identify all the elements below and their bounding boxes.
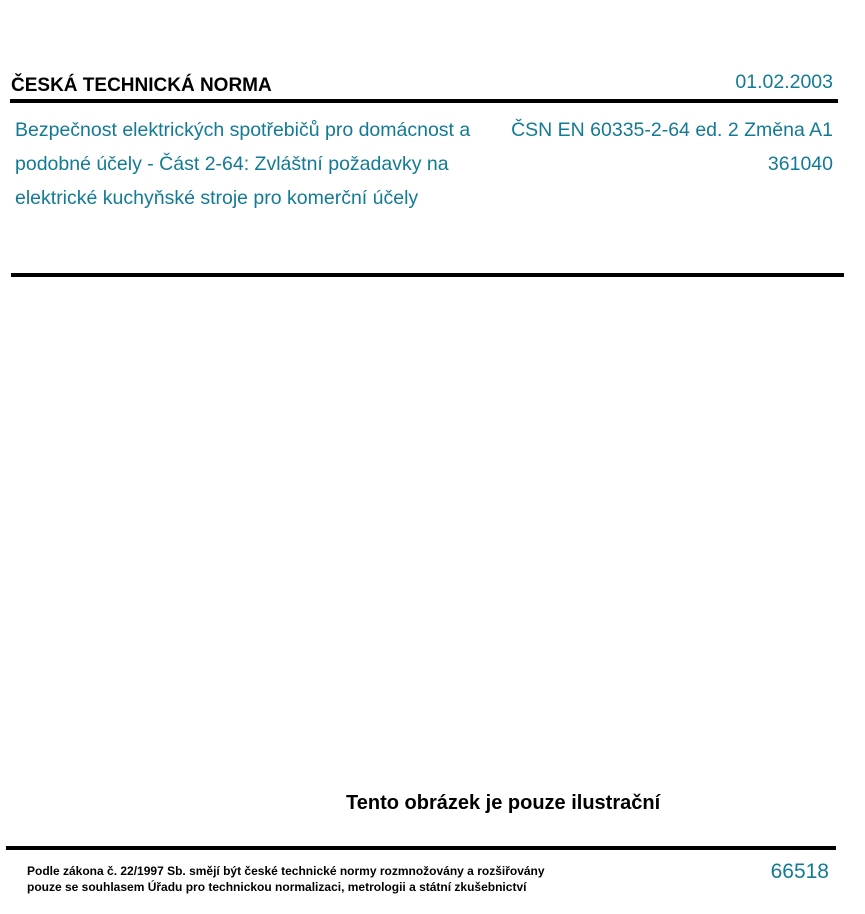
illustration-note: Tento obrázek je pouze ilustrační — [346, 792, 661, 814]
title-divider — [11, 273, 844, 277]
publication-date: 01.02.2003 — [735, 71, 833, 93]
standard-title-line: elektrické kuchyňské stroje pro komerční účely — [15, 187, 419, 209]
classification-number: 361040 — [767, 153, 833, 175]
standard-title-line: podobné účely - Část 2-64: Zvláštní požadavky na — [15, 153, 449, 175]
header-divider — [10, 99, 838, 103]
catalog-number: 66518 — [770, 860, 829, 883]
legal-notice — [27, 863, 545, 895]
standard-identifier — [511, 113, 833, 181]
standard-code: ČSN EN 60335-2-64 ed. 2 Změna A1 — [511, 119, 833, 141]
legal-notice-line: pouze se souhlasem Úřadu pro technickou normalizaci, metrologii a státní zkušebnictví — [27, 880, 527, 894]
legal-notice-line: Podle zákona č. 22/1997 Sb. smějí být české technické normy rozmnožovány a rozšiřovány — [27, 864, 545, 878]
standard-title-line: Bezpečnost elektrických spotřebičů pro domácnost a — [15, 119, 471, 141]
standard-title — [15, 113, 535, 215]
document-header-title: ČESKÁ TECHNICKÁ NORMA — [11, 75, 272, 96]
footer-divider — [6, 846, 836, 850]
